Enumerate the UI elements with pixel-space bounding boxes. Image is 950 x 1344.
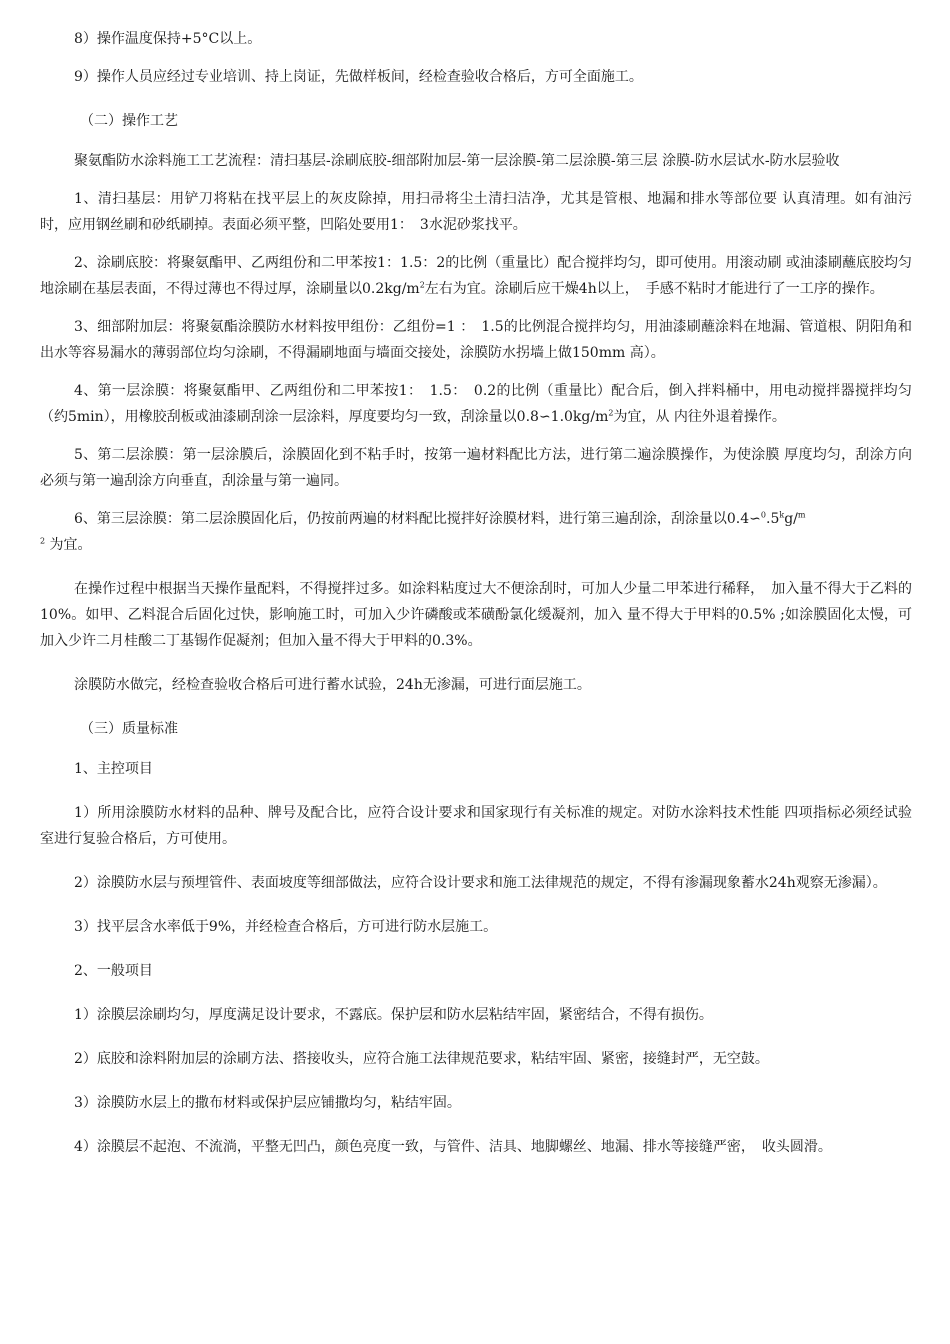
step-6-superscript-c: m (797, 510, 806, 520)
section-heading-quality-standard: （三）质量标准 (80, 721, 178, 737)
step-6-text-b: .5 (766, 511, 780, 527)
step-2-text-a: 2、涂刷底胶：将聚氨酯甲、乙两组份和二甲苯按1：1.5：2的比例（重量比）配合搅拌均匀，即可使用。用滚动刷 或油漆刷蘸底胶均匀地涂刷在基层表面，不得过薄也不得过厚，涂刷量以0.2kg/m (40, 255, 912, 297)
requirement-item-9: 9）操作人员应经过专业培训、持上岗证，先做样板间，经检查验收合格后，方可全面施工。 (74, 69, 643, 85)
requirement-item-8: 8）操作温度保持+5°C以上。 (74, 31, 262, 47)
step-6-text-c: g/ (784, 511, 798, 527)
process-flow-paragraph: 聚氨酯防水涂料施工工艺流程：清扫基层-涂刷底胶-细部附加层-第一层涂膜-第二层涂膜-第三层 涂膜-防水层试水-防水层验收 (74, 153, 840, 169)
step-5-second-coat: 5、第二层涂膜：第一层涂膜后，涂膜固化到不粘手时，按第一遍材料配比方法，进行第二遍涂膜操作，为使涂膜 厚度均匀，刮涂方向必须与第一遍刮涂方向垂直，刮涂量与第一遍同。 (40, 447, 912, 489)
step-6-text-d: 为宜。 (45, 537, 92, 553)
step-3-detail-layer: 3、细部附加层：将聚氨酯涂膜防水材料按甲组份：乙组份=1 ： 1.5的比例混合搅拌均匀，用油漆刷蘸涂料在地漏、管道根、阴阳角和出水等容易漏水的薄弱部位均匀涂刷，不得漏刷地面与墙面交接处，涂膜防水拐墙上做150mm 高）。 (40, 319, 912, 361)
step-6-third-coat (40, 506, 912, 558)
subheading-general-items: 2、一般项目 (74, 963, 153, 979)
step-2-superscript: 2 (419, 280, 425, 290)
water-test-paragraph: 涂膜防水做完，经检查验收合格后可进行蓄水试验，24h无渗漏，可进行面层施工。 (74, 677, 591, 693)
step-4-superscript: 2 (608, 408, 614, 418)
step-1-clean-base: 1、清扫基层：用铲刀将粘在找平层上的灰皮除掉，用扫帚将尘土清扫洁净，尤其是管根、地漏和排水等部位要 认真清理。如有油污时，应用钢丝刷和砂纸刷掉。表面必须平整，凹陷处要用1： 3水泥砂浆找平。 (40, 191, 912, 233)
mixing-notes-paragraph: 在操作过程中根据当天操作量配料，不得搅拌过多。如涂料粘度过大不便涂刮时，可加人少量二甲苯进行稀释， 加入量不得大于乙料的10%。如甲、乙料混合后固化过快，影响施工时，可加入少许磷酸或苯磺酚氯化缓凝剂，加入 量不得大于甲料的0.5% ;如涂膜固化太慢，可加入少许二月桂酸二丁基锡作促凝剂；但加入量不得大于甲料的0.3%。 (40, 581, 912, 649)
general-item-1: 1）涂膜层涂刷均匀，厚度满足设计要求，不露底。保护层和防水层粘结牢固，紧密结合，不得有损伤。 (74, 1007, 713, 1023)
step-6-superscript-d: 2 (40, 536, 46, 546)
section-heading-operation-process: （二）操作工艺 (80, 113, 178, 129)
step-4-first-coat (40, 378, 912, 430)
step-6-superscript-b: k (779, 510, 785, 520)
main-item-2: 2）涂膜防水层与预埋管件、表面坡度等细部做法，应符合设计要求和施工法律规范的规定，不得有渗漏现象蓄水24h观察无渗漏）。 (74, 875, 887, 891)
general-item-4: 4）涂膜层不起泡、不流淌，平整无凹凸，颜色亮度一致，与管件、洁具、地脚螺丝、地漏、排水等接缝严密， 收头圆滑。 (74, 1139, 832, 1155)
general-item-2: 2）底胶和涂料附加层的涂刷方法、搭接收头，应符合施工法律规范要求，粘结牢固、紧密，接缝封严，无空鼓。 (74, 1051, 769, 1067)
step-2-primer (40, 250, 912, 302)
step-6-superscript-a: 0 (760, 510, 766, 520)
subheading-main-control-items: 1、主控项目 (74, 761, 153, 777)
step-4-text-a: 4、第一层涂膜：将聚氨酯甲、乙两组份和二甲苯按1： 1.5： 0.2的比例（重量比）配合后，倒入拌料桶中，用电动搅拌器搅拌均匀（约5min），用橡胶刮板或油漆刷刮涂一层涂料，厚度要均匀一致，刮涂量以0.8∽1.0kg/m (40, 383, 912, 425)
step-2-text-b: 左右为宜。涂刷后应干燥4h以上， 手感不粘时才能进行了一工序的操作。 (424, 281, 884, 297)
main-item-1: 1）所用涂膜防水材料的品种、牌号及配合比，应符合设计要求和国家现行有关标准的规定。对防水涂料技术性能 四项指标必须经试验室进行复验合格后，方可使用。 (40, 805, 912, 847)
main-item-3: 3）找平层含水率低于9%，并经检查合格后，方可进行防水层施工。 (74, 919, 498, 935)
step-6-text-a: 6、第三层涂膜：第二层涂膜固化后，仍按前两遍的材料配比搅拌好涂膜材料，进行第三遍刮涂，刮涂量以0.4∽ (74, 511, 761, 527)
general-item-3: 3）涂膜防水层上的撒布材料或保护层应铺撒均匀，粘结牢固。 (74, 1095, 461, 1111)
step-4-text-b: 为宜，从 内往外退着操作。 (613, 409, 786, 425)
